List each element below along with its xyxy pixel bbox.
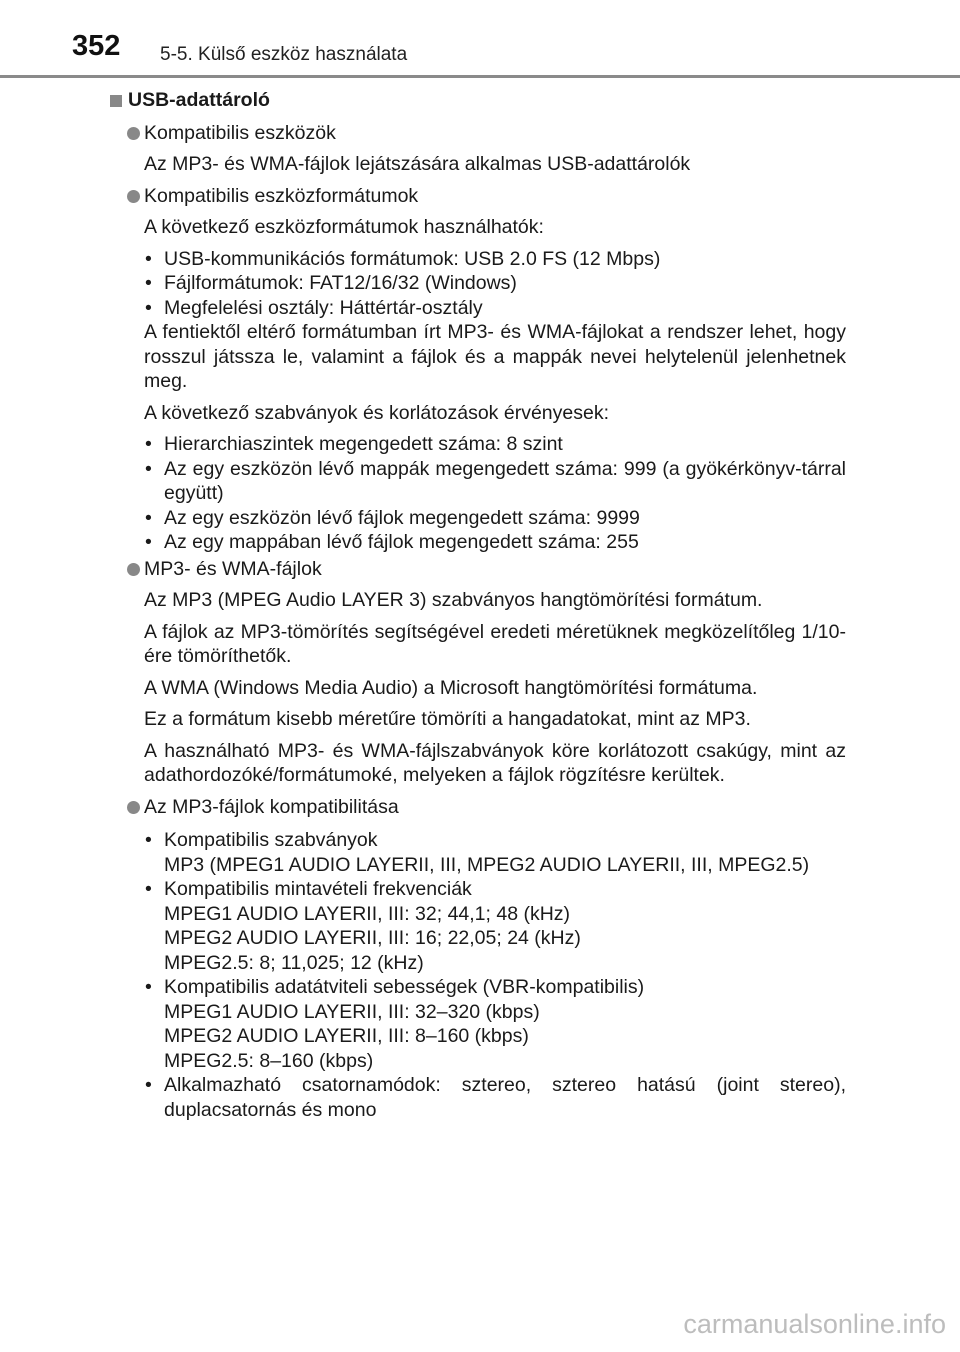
paragraph: A következő eszközformátumok használhatók:: [144, 216, 544, 238]
bullet-list: [110, 432, 846, 555]
page-content: [110, 88, 846, 1129]
subsection-heading: [110, 795, 846, 820]
list-item: • Az egy eszközön lévő mappák megengedett száma: 999 (a gyökérkönyv-tárral együtt): [145, 457, 846, 504]
subsection-title: MP3- és WMA-fájlok: [144, 557, 322, 580]
item-label: Kompatibilis szabványok: [164, 829, 378, 851]
bullet-glyph: •: [145, 976, 152, 998]
bullet-glyph: •: [145, 433, 152, 455]
subsection-title: Kompatibilis eszközök: [144, 121, 336, 144]
bullet-glyph: •: [145, 829, 152, 851]
list-item: • Megfelelési osztály: Háttértár-osztály: [145, 296, 483, 319]
list-item: • USB-kommunikációs formátumok: USB 2.0 FS (12 Mbps): [145, 247, 661, 270]
page-header: [0, 0, 960, 80]
bullet-glyph: •: [145, 531, 152, 553]
circle-bullet-icon: [127, 801, 140, 814]
subsection-title: Az MP3-fájlok kompatibilitása: [144, 795, 399, 818]
bullet-glyph: •: [145, 457, 152, 480]
list-item: • Fájlformátumok: FAT12/16/32 (Windows): [145, 272, 517, 294]
bullet-glyph: •: [145, 1074, 152, 1096]
bullet-glyph: •: [145, 272, 152, 294]
subsection-heading: [110, 184, 846, 209]
circle-bullet-icon: [127, 563, 140, 576]
item-detail: MPEG2.5: 8–160 (kbps): [164, 1049, 374, 1072]
list-item: [110, 975, 846, 1073]
bullet-glyph: •: [145, 247, 152, 270]
list-item: [110, 828, 846, 877]
bullet-glyph: •: [145, 506, 152, 529]
paragraph: Ez a formátum kisebb méretűre tömöríti a hangadatokat, mint az MP3.: [144, 708, 751, 730]
paragraph: A következő szabványok és korlátozások érvényesek:: [144, 401, 609, 424]
bullet-list: [110, 828, 846, 1122]
paragraph: A fentiektől eltérő formátumban írt MP3- és WMA-fájlokat a rendszer lehet, hogy rosszul játssza le, valamint a fájlok és a mappák nevei helytelenül jelenhetnek meg.: [144, 321, 846, 392]
section-heading: [110, 88, 846, 113]
bullet-glyph: •: [145, 878, 152, 900]
item-label: Kompatibilis adatátviteli sebességek (VBR-kompatibilis): [164, 976, 645, 998]
subsection-heading: [110, 121, 846, 146]
list-item: [110, 1073, 846, 1122]
list-item: • Hierarchiaszintek megengedett száma: 8 szint: [145, 433, 563, 455]
paragraph: A WMA (Windows Media Audio) a Microsoft hangtömörítési formátuma.: [144, 676, 758, 699]
paragraph: A fájlok az MP3-tömörítés segítségével eredeti méretüknek megközelítőleg 1/10-ére tömöríthetők.: [144, 620, 846, 667]
list-item: [110, 877, 846, 975]
square-bullet-icon: [110, 95, 122, 107]
item-label: Kompatibilis mintavételi frekvenciák: [164, 878, 472, 900]
subsection-title: Kompatibilis eszközformátumok: [144, 184, 419, 207]
list-item: • Az egy mappában lévő fájlok megengedett száma: 255: [145, 531, 639, 553]
section-title: USB-adattároló: [128, 89, 270, 111]
header-divider: [0, 75, 960, 78]
subsection-heading: [110, 557, 846, 582]
chapter-title: 5-5. Külső eszköz használata: [160, 44, 408, 65]
item-detail: MPEG1 AUDIO LAYERII, III: 32–320 (kbps): [164, 1000, 540, 1023]
watermark: carmanualsonline.info: [683, 1309, 946, 1339]
bullet-list: [110, 247, 846, 321]
item-label: Alkalmazható csatornamódok: sztereo, sztereo hatású (joint stereo), duplacsatornás és mono: [164, 1074, 846, 1121]
paragraph: A használható MP3- és WMA-fájlszabványok köre korlátozott csakúgy, mint az adathordozóké/formátumoké, melyeken a fájlok rögzítésre kerültek.: [144, 739, 846, 786]
item-detail: MPEG2 AUDIO LAYERII, III: 8–160 (kbps): [164, 1025, 529, 1047]
paragraph: Az MP3- és WMA-fájlok lejátszására alkalmas USB-adattárolók: [144, 153, 691, 175]
item-detail: MPEG1 AUDIO LAYERII, III: 32; 44,1; 48 (kHz): [164, 902, 571, 925]
item-detail: MP3 (MPEG1 AUDIO LAYERII, III, MPEG2 AUDIO LAYERII, III, MPEG2.5): [164, 853, 810, 876]
item-detail: MPEG2 AUDIO LAYERII, III: 16; 22,05; 24 (kHz): [164, 927, 581, 949]
paragraph: Az MP3 (MPEG Audio LAYER 3) szabványos hangtömörítési formátum.: [144, 589, 763, 611]
circle-bullet-icon: [127, 127, 140, 140]
circle-bullet-icon: [127, 190, 140, 203]
list-item: • Az egy eszközön lévő fájlok megengedett száma: 9999: [145, 506, 640, 529]
bullet-glyph: •: [145, 296, 152, 319]
item-detail: MPEG2.5: 8; 11,025; 12 (kHz): [164, 951, 424, 974]
page-number: 352: [72, 30, 121, 62]
